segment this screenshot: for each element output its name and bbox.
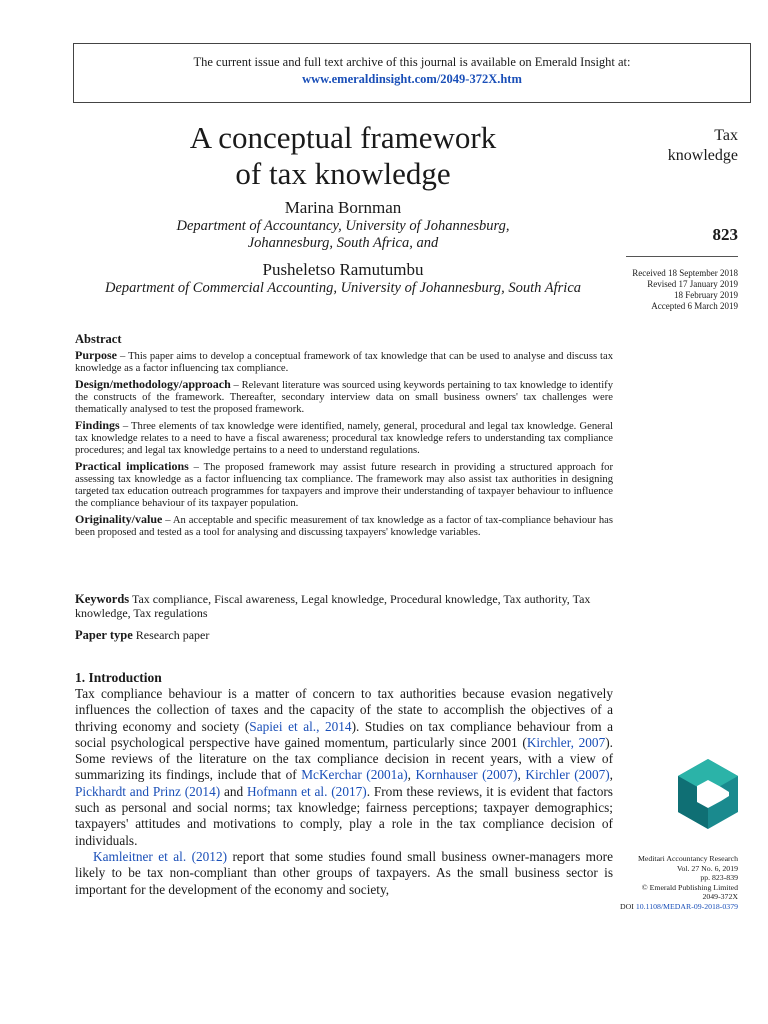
abstract-purpose-text: – This paper aims to develop a conceptual framework of tax knowledge that can be used to analyse and discuss tax knowledge as a factor influencing tax compliance.: [75, 351, 613, 374]
article-title: [60, 120, 626, 192]
abstract-purpose-label: Purpose: [75, 348, 117, 362]
abstract-design-label: Design/methodology/approach: [75, 377, 231, 391]
date-accepted: Accepted 6 March 2019: [651, 301, 738, 311]
citation-link[interactable]: Pickhardt and Prinz (2014): [75, 783, 221, 799]
abstract-implications-label: Practical implications: [75, 459, 189, 473]
abstract-heading: Abstract: [75, 332, 122, 346]
abstract-findings-label: Findings: [75, 418, 120, 432]
citation-link[interactable]: Sapiei et al., 2014: [249, 718, 352, 734]
paper-type-label: Paper type: [75, 628, 133, 642]
intro-text: Tax compliance behaviour is a matter of concern to tax authorities because evasion negatively influences the collection of taxes and the capacity of the state to accomplish the objectives of a thriving economy and society (: [75, 686, 613, 734]
intro-text: report that some studies found small business owner-managers more likely to be tax non-compliant than other groups of taxpayers. As the small business sector is important for the development of the economy and society,: [75, 848, 614, 897]
journal-url-link[interactable]: www.emeraldinsight.com/2049-372X.htm: [302, 72, 522, 86]
date-received: Received 18 September 2018: [632, 268, 738, 278]
abstract-originality: [75, 513, 613, 539]
running-head-line-1: Tax: [714, 127, 738, 144]
abstract-findings: [75, 419, 613, 457]
title-line-2: of tax knowledge: [235, 156, 451, 191]
paper-type: [75, 628, 613, 642]
doi-label: DOI: [620, 901, 636, 911]
intro-text: ). Some reviews of the literature on the tax compliance decision in recent years, with a view of summarizing its findings, include that of: [75, 734, 613, 783]
citation-link[interactable]: McKerchar (2001a): [301, 767, 408, 783]
abstract-purpose: [75, 349, 613, 375]
abstract-design: [75, 378, 613, 416]
abstract-design-text: – Relevant literature was sourced using keywords pertaining to tax knowledge to identify the constructs of the framework. Thereafter, secondary interview data on small business owners' tax challenges were thematically analysed to test the proposed framework.: [75, 380, 613, 415]
abstract-implications: [75, 460, 613, 510]
citation-link[interactable]: Kirchler (2007): [525, 767, 610, 783]
date-revised-1: Revised 17 January 2019: [647, 279, 738, 289]
citation-link[interactable]: Kirchler, 2007: [526, 734, 606, 750]
paper-type-text: Research paper: [132, 628, 210, 642]
abstract-originality-label: Originality/value: [75, 512, 163, 526]
journal-pages: pp. 823-839: [700, 873, 738, 883]
doi-line: [612, 902, 738, 912]
citation-link[interactable]: Kamleitner et al. (2012): [93, 848, 228, 864]
author-affiliation-1: [40, 218, 646, 252]
banner-text: The current issue and full text archive of this journal is available on Emerald Insight at:: [193, 55, 631, 69]
page-number: 823: [712, 225, 738, 244]
keywords-label: Keywords: [75, 592, 130, 606]
date-revised-2: 18 February 2019: [674, 290, 738, 300]
intro-text: . From these reviews, it is evident that factors such as personal and social norms; tax knowledge; fairness perceptions; taxpayer demographics; taxpayers' attitudes and motivations to comply, play a role in the tax compliance decision of individuals.: [75, 783, 613, 848]
doi-link[interactable]: 10.1108/MEDAR-09-2018-0379: [635, 901, 738, 911]
intro-text: ,: [407, 767, 416, 783]
running-head: [628, 126, 738, 166]
intro-text: and: [220, 783, 248, 799]
author-affiliation-2: Department of Commercial Accounting, University of Johannesburg, South Africa: [104, 280, 582, 296]
abstract: [75, 333, 613, 542]
section-heading-introduction: 1. Introduction: [75, 670, 162, 685]
journal-banner: [73, 43, 751, 103]
publisher: © Emerald Publishing Limited: [641, 882, 738, 892]
running-head-line-2: knowledge: [667, 147, 738, 164]
citation-link[interactable]: Hofmann et al. (2017): [247, 783, 367, 799]
emerald-logo-icon: [677, 758, 739, 830]
keywords: [75, 592, 613, 620]
title-line-1: A conceptual framework: [189, 120, 497, 155]
abstract-implications-text: – The proposed framework may assist future research in providing a structured approach for assessing tax knowledge as a factor influencing tax compliance. The framework may also assist tax authorities in designing targeted tax education outreach programmes for taxpayers and improve their understanding of taxpayer behaviour to influence the compliance behaviour of its taxpayer population.: [75, 462, 613, 509]
sidebar-divider: [626, 256, 738, 257]
introduction-body: [75, 686, 613, 898]
issn: 2049-372X: [702, 892, 738, 902]
citation-link[interactable]: Kornhauser (2007): [415, 767, 518, 783]
author-name-1: Marina Bornman: [284, 198, 402, 217]
keywords-text: Tax compliance, Fiscal awareness, Legal knowledge, Procedural knowledge, Tax authority, Tax knowledge, Tax regulations: [75, 592, 591, 620]
intro-text: ). Studies on tax compliance behaviour from a social psychological perspective have gained momentum, particularly since 2001 (: [75, 718, 614, 750]
intro-text: ,: [517, 767, 526, 783]
abstract-originality-text: – An acceptable and specific measurement of tax knowledge as a factor of tax-compliance behaviour has been proposed and tested as a tool for analysing and discussing taxpayers' knowledge variables.: [75, 515, 613, 538]
publication-info: [612, 854, 738, 912]
affiliation-1-line-1: Department of Accountancy, University of Johannesburg,: [176, 218, 510, 234]
abstract-findings-text: – Three elements of tax knowledge were identified, namely, general, procedural and legal tax knowledge. General tax knowledge relates to a need to have a fiscal awareness; procedural tax knowledge refers to understanding tax compliance procedures; and legal tax knowledge pertains to a need to understand regulations.: [75, 421, 613, 456]
intro-paragraph-1: [75, 686, 613, 849]
affiliation-1-line-2: Johannesburg, South Africa, and: [247, 235, 439, 251]
journal-name: Meditari Accountancy Research: [637, 854, 738, 863]
intro-paragraph-2: [75, 849, 613, 898]
intro-text: ,: [609, 767, 613, 783]
journal-volume: Vol. 27 No. 6, 2019: [676, 863, 738, 873]
author-name-2: Pusheletso Ramutumbu: [262, 260, 424, 279]
article-dates: [600, 268, 738, 312]
